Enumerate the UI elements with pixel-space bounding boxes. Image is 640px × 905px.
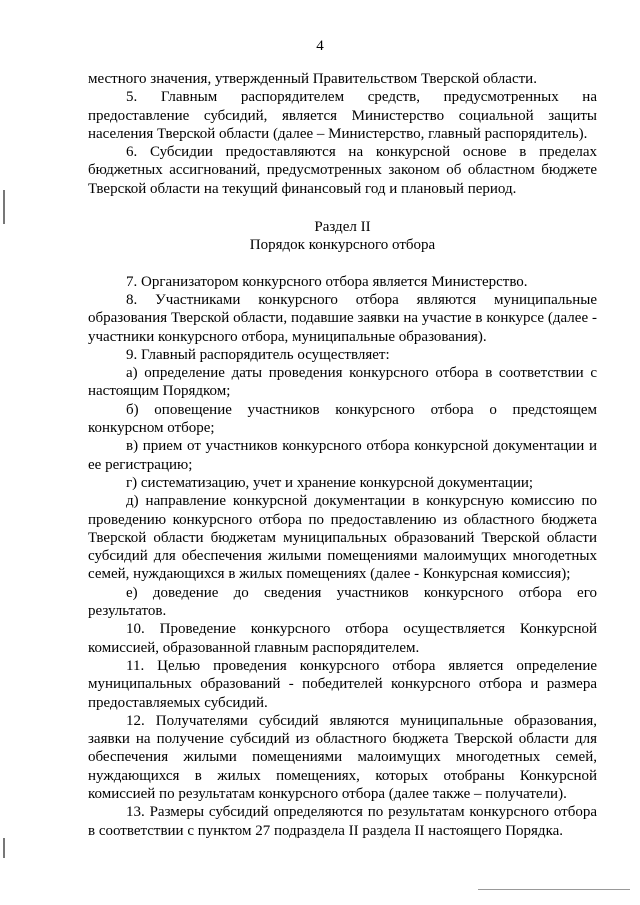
- paragraph-9f: е) доведение до сведения участников конкурсного отбора его результатов.: [88, 584, 597, 620]
- paragraph-9c: в) прием от участников конкурсного отбора конкурсной документации и ее регистрацию;: [88, 438, 597, 473]
- section-heading: [88, 218, 597, 255]
- paragraph-8: 8. Участниками конкурсного отбора являются муниципальные образования Тверской области, подавшие заявки на участие в конкурсе (далее - участники конкурсного отбора, муниципальные образования).: [88, 291, 597, 345]
- page-number: 4: [316, 38, 324, 54]
- paragraph-6: 6. Субсидии предоставляются на конкурсной основе в пределах бюджетных ассигнований, предусмотренных законом об областном бюджете Тверской области на текущий финансовый год и плановый период.: [88, 144, 597, 197]
- section-title: Раздел II: [314, 219, 371, 236]
- paragraph-10: 10. Проведение конкурсного отбора осуществляется Конкурсной комиссией, образованной главным распорядителем.: [88, 621, 597, 656]
- paragraph-7: 7. Организатором конкурсного отбора является Министерство.: [126, 273, 528, 290]
- paragraph-9b: б) оповещение участников конкурсного отбора о предстоящем конкурсном отборе;: [88, 401, 597, 437]
- paragraph-9: 9. Главный распорядитель осуществляет:: [126, 346, 390, 363]
- paragraph-9a: а) определение даты проведения конкурсного отбора в соответствии с настоящим Порядком;: [88, 365, 597, 400]
- paragraph-12: 12. Получателями субсидий являются муниципальные образования, заявки на получение субсидий из областного бюджета Тверской области для обеспечения жилыми помещениями малоимущих многодетных семей, нуждающихся в жилых помещениях, которых отобраны Конкурсной комиссией по результатам конкурсного отбора (далее также – получатели).: [88, 712, 597, 802]
- paragraph-9d: г) систематизацию, учет и хранение конкурсной документации;: [126, 474, 534, 491]
- section-subtitle: Порядок конкурсного отбора: [249, 237, 436, 254]
- document-body: [88, 70, 597, 840]
- scan-margin-mark-bottom: [3, 838, 5, 858]
- paragraph-5: 5. Главным распорядителем средств, предусмотренных на предоставление субсидий, является Министерство социальной защиты населения Тверской области (далее – Министерство, главный распорядитель).: [88, 89, 597, 142]
- paragraph-13: 13. Размеры субсидий определяются по результатам конкурсного отбора в соответствии с пунктом 27 подраздела II раздела II настоящего Порядка.: [88, 804, 597, 839]
- paragraph-9e: д) направление конкурсной документации в конкурсную комиссию по проведению конкурсного отбора по предоставлению из областного бюджета Тверской области бюджетам муниципальных образований Тверской области субсидий для обеспечения жилыми помещениями малоимущих многодетных семей, нуждающихся в жилых помещениях (далее - Конкурсная комиссия);: [88, 493, 597, 583]
- paragraph-continuation: местного значения, утвержденный Правительством Тверской области.: [88, 71, 537, 87]
- scan-margin-mark-top: [3, 190, 5, 224]
- scan-bottom-edge-mark: [478, 889, 630, 890]
- paragraph-11: 11. Целью проведения конкурсного отбора является определение муниципальных образований - победителей конкурсного отбора и размера предоставляемых субсидий.: [88, 657, 597, 711]
